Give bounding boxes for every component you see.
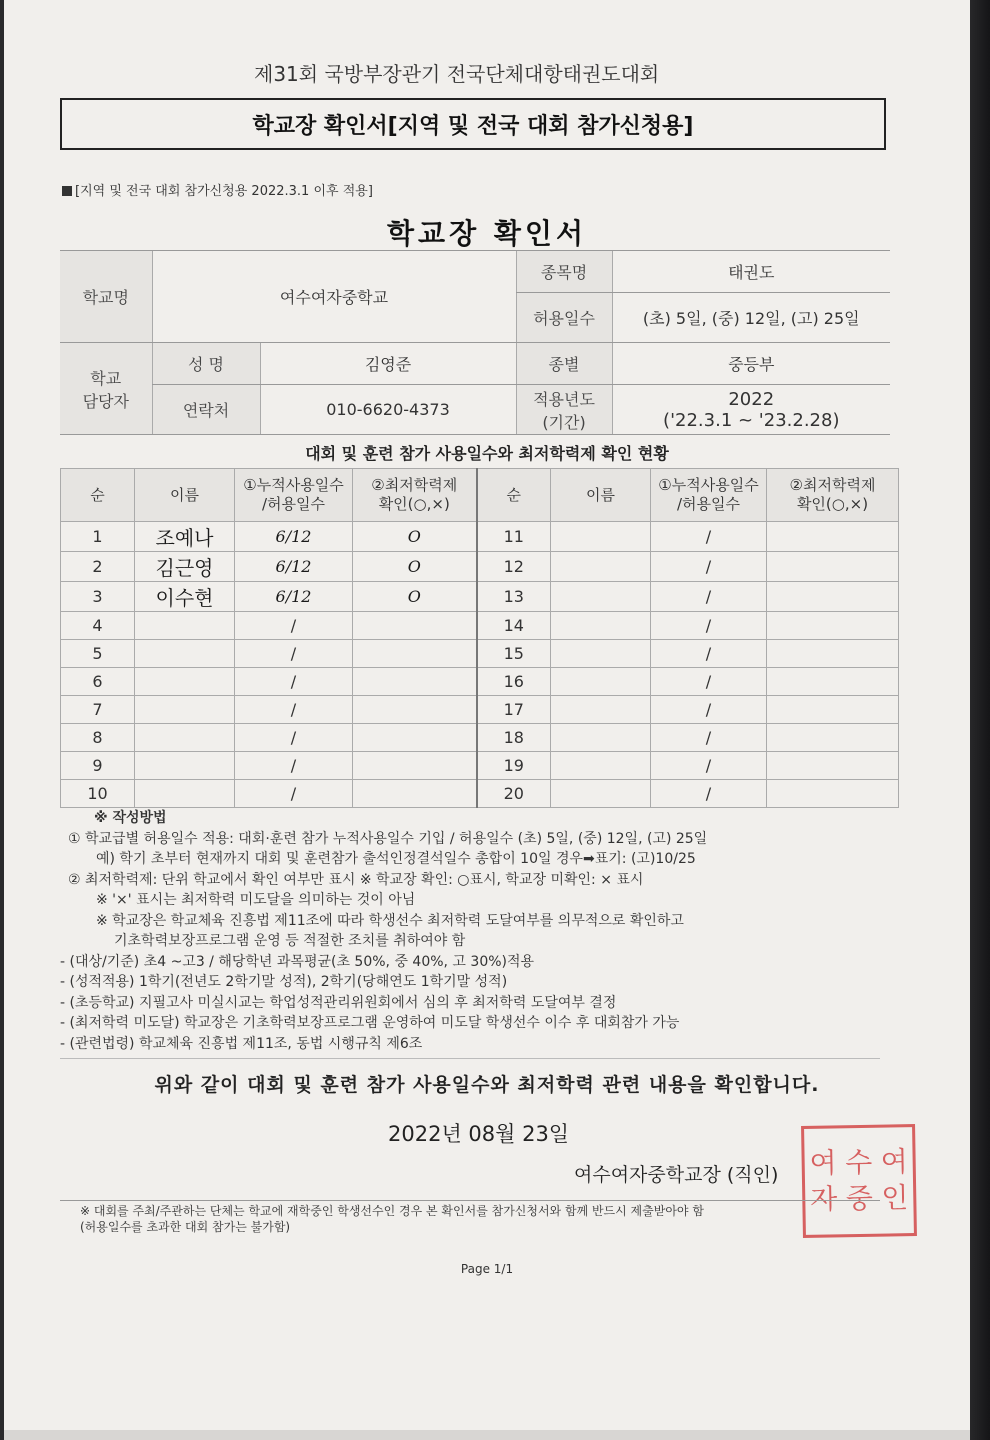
divider xyxy=(60,1200,880,1201)
row-days: / xyxy=(235,668,353,696)
col-days-left-l1: ①누적사용일수 xyxy=(243,476,344,494)
row-name xyxy=(551,612,651,640)
applicability-note xyxy=(62,180,373,199)
row-no: 8 xyxy=(61,724,135,752)
row-check xyxy=(767,612,899,640)
school-name-value: 여수여자중학교 xyxy=(152,251,516,343)
col-check-left-l2: 확인(○,×) xyxy=(378,495,450,513)
row-days: / xyxy=(235,696,353,724)
table-row xyxy=(61,552,899,582)
row-check xyxy=(767,752,899,780)
col-no-left: 순 xyxy=(61,469,135,522)
row-check: O xyxy=(353,552,477,582)
row-no: 5 xyxy=(61,640,135,668)
row-no: 6 xyxy=(61,668,135,696)
instruction-line: 기초학력보장프로그램 운영 등 적절한 조치를 취하여야 함 xyxy=(114,933,466,949)
seal-char: 인 xyxy=(881,1181,909,1215)
col-check-right-l2: 확인(○,×) xyxy=(796,495,869,513)
apply-year-label-line1: 적용년도 xyxy=(533,389,595,409)
manager-label-line1: 학교 xyxy=(90,368,122,388)
contact-value: 010-6620-4373 xyxy=(260,385,516,435)
row-name xyxy=(135,668,235,696)
row-days: / xyxy=(651,696,767,724)
instruction-line: - (최저학력 미도달) 학교장은 기초학력보장프로그램 운영하여 미도달 학생선수 이수 후 대회참가 가능 xyxy=(60,1015,680,1031)
col-days-left xyxy=(235,469,353,522)
allowed-days-value: (초) 5일, (중) 12일, (고) 25일 xyxy=(612,293,890,343)
row-days: / xyxy=(235,752,353,780)
instruction-line: ※ 학교장은 학교체육 진흥법 제11조에 따라 학생선수 최저학력 도달여부를 의무적으로 확인하고 xyxy=(96,912,684,929)
row-no: 17 xyxy=(477,696,551,724)
confirmation-statement: 위와 같이 대회 및 훈련 참가 사용일수와 최저학력 관련 내용을 확인합니다. xyxy=(154,1074,820,1096)
footnote-line: ※ 대회를 주최/주관하는 단체는 학교에 재학중인 학생선수인 경우 본 확인서를 참가신청서와 함께 반드시 제출받아야 함 xyxy=(80,1204,704,1218)
row-no: 9 xyxy=(61,752,135,780)
form-title-box: 학교장 확인서[지역 및 전국 대회 참가신청용] xyxy=(60,98,886,150)
school-seal-stamp xyxy=(801,1124,917,1238)
document-page xyxy=(4,0,970,1440)
seal-char: 중 xyxy=(845,1181,874,1216)
col-days-left-l2: /허용일수 xyxy=(261,495,325,513)
instructions xyxy=(60,808,708,1054)
table-row xyxy=(61,696,899,724)
row-check: O xyxy=(353,522,477,552)
row-name xyxy=(551,668,651,696)
col-days-right xyxy=(651,469,767,522)
row-check xyxy=(353,668,477,696)
row-days: / xyxy=(235,612,353,640)
divider xyxy=(60,1058,880,1059)
row-days: / xyxy=(651,552,767,582)
row-name: 김근영 xyxy=(135,552,235,582)
table-row xyxy=(61,752,899,780)
instruction-line: - (관련법령) 학교체육 진흥법 제11조, 동법 시행규칙 제6조 xyxy=(60,1035,423,1052)
page-number: Page 1/1 xyxy=(460,1262,514,1276)
row-no: 2 xyxy=(61,552,135,582)
instruction-line: 예) 학기 초부터 현재까지 대회 및 훈련참가 출석인정결석일수 총합이 10일 경우➡표기: (고)10/25 xyxy=(96,851,696,867)
seal-char: 여 xyxy=(809,1146,837,1180)
row-name xyxy=(135,724,235,752)
row-check xyxy=(767,582,899,612)
contact-label: 연락처 xyxy=(152,385,260,435)
row-days: 6/12 xyxy=(235,522,353,552)
row-days: / xyxy=(651,640,767,668)
row-check xyxy=(353,724,477,752)
row-days: / xyxy=(651,612,767,640)
row-days: / xyxy=(651,780,767,808)
row-no: 13 xyxy=(477,582,551,612)
footnote xyxy=(80,1203,704,1235)
row-name xyxy=(551,640,651,668)
row-check xyxy=(353,612,477,640)
row-no: 16 xyxy=(477,668,551,696)
row-name xyxy=(551,752,651,780)
table-row xyxy=(61,724,899,752)
instruction-line: ※ '×' 표시는 최저학력 미도달을 의미하는 것이 아님 xyxy=(96,892,416,908)
row-no: 12 xyxy=(477,552,551,582)
school-name-label: 학교명 xyxy=(60,251,152,343)
apply-year-label xyxy=(516,385,612,435)
seal-char: 수 xyxy=(844,1145,873,1180)
row-check xyxy=(353,640,477,668)
period-value: ('22.3.1 ~ '23.2.28) xyxy=(663,409,840,431)
event-label: 종목명 xyxy=(516,251,612,293)
row-check xyxy=(767,724,899,752)
row-days: / xyxy=(651,668,767,696)
row-check xyxy=(767,552,899,582)
applicability-text: [지역 및 전국 대회 참가신청용 2022.3.1 이후 적용] xyxy=(75,184,373,199)
col-check-right-l1: ②최저학력제 xyxy=(789,476,876,494)
row-name xyxy=(551,552,651,582)
row-name xyxy=(135,696,235,724)
row-no: 10 xyxy=(61,780,135,808)
row-check xyxy=(767,780,899,808)
row-check xyxy=(767,696,899,724)
instruction-line: - (성적적용) 1학기(전년도 2학기말 성적), 2학기(당해연도 1학기말 성적) xyxy=(60,974,508,990)
seal-char: 자 xyxy=(809,1182,838,1216)
row-no: 19 xyxy=(477,752,551,780)
row-no: 4 xyxy=(61,612,135,640)
row-days: / xyxy=(651,522,767,552)
col-days-right-l1: ①누적사용일수 xyxy=(658,476,759,494)
row-check xyxy=(353,696,477,724)
row-check xyxy=(767,522,899,552)
row-no: 1 xyxy=(61,522,135,552)
row-check xyxy=(353,752,477,780)
row-name xyxy=(551,696,651,724)
table-row xyxy=(61,668,899,696)
row-days: / xyxy=(651,582,767,612)
table-row xyxy=(61,640,899,668)
col-check-right xyxy=(767,469,899,522)
instruction-line: - (초등학교) 지필고사 미실시교는 학업성적관리위원회에서 심의 후 최저학력 도달여부 결정 xyxy=(60,994,617,1011)
row-no: 15 xyxy=(477,640,551,668)
row-days: / xyxy=(651,724,767,752)
apply-year-value xyxy=(612,385,890,435)
table-row xyxy=(61,582,899,612)
issue-date: 2022년 08월 23일 xyxy=(388,1122,570,1146)
table-row xyxy=(61,780,899,808)
main-title: 학교장 확인서 xyxy=(386,217,588,250)
row-no: 20 xyxy=(477,780,551,808)
row-days: / xyxy=(651,752,767,780)
paper-edge xyxy=(4,1430,970,1440)
row-no: 3 xyxy=(61,582,135,612)
row-days: / xyxy=(235,724,353,752)
allowed-days-label: 허용일수 xyxy=(516,293,612,343)
status-table xyxy=(60,468,899,808)
instruction-line: - (대상/기준) 초4 ~고3 / 해당학년 과목평균(초 50%, 중 40%, 고 30%)적용 xyxy=(60,953,535,970)
col-days-right-l2: /허용일수 xyxy=(676,495,740,513)
row-days: 6/12 xyxy=(235,552,353,582)
row-name xyxy=(551,780,651,808)
info-table xyxy=(60,250,890,435)
row-name xyxy=(551,582,651,612)
instructions-heading: ※ 작성방법 xyxy=(94,810,167,826)
division-label: 종별 xyxy=(516,343,612,385)
instruction-line: ① 학교급별 허용일수 적용: 대회·훈련 참가 누적사용일수 기입 / 허용일수 (초) 5일, (중) 12일, (고) 25일 xyxy=(68,830,708,847)
section-title: 대회 및 훈련 참가 사용일수와 최저학력제 확인 현황 xyxy=(305,444,669,463)
row-no: 18 xyxy=(477,724,551,752)
principal-signature: 여수여자중학교장 (직인) xyxy=(574,1164,779,1186)
row-no: 7 xyxy=(61,696,135,724)
division-value: 중등부 xyxy=(612,343,890,385)
row-check xyxy=(767,640,899,668)
apply-year-label-line2: (기간) xyxy=(542,412,586,432)
row-name xyxy=(551,522,651,552)
row-name xyxy=(135,752,235,780)
col-check-left xyxy=(353,469,477,522)
row-days: 6/12 xyxy=(235,582,353,612)
manager-label-line2: 담당자 xyxy=(82,391,129,411)
row-check: O xyxy=(353,582,477,612)
row-days: / xyxy=(235,640,353,668)
row-name xyxy=(135,640,235,668)
row-check xyxy=(767,668,899,696)
table-row xyxy=(61,612,899,640)
col-no-right: 순 xyxy=(477,469,551,522)
name-value: 김영준 xyxy=(260,343,516,385)
instruction-line: ② 최저학력제: 단위 학교에서 확인 여부만 표시 ※ 학교장 확인: ○표시, 학교장 미확인: × 표시 xyxy=(68,871,644,888)
year-value: 2022 xyxy=(728,388,775,410)
seal-char: 여 xyxy=(880,1145,909,1179)
square-bullet-icon xyxy=(62,186,72,196)
row-check xyxy=(353,780,477,808)
table-row xyxy=(61,522,899,552)
col-name-right: 이름 xyxy=(551,469,651,522)
footnote-line: (허용일수를 초과한 대회 참가는 불가함) xyxy=(80,1220,291,1234)
name-label: 성 명 xyxy=(152,343,260,385)
event-value: 태권도 xyxy=(612,251,890,293)
row-days: / xyxy=(235,780,353,808)
row-name xyxy=(135,612,235,640)
row-name: 이수현 xyxy=(135,582,235,612)
row-no: 11 xyxy=(477,522,551,552)
row-name: 조예나 xyxy=(135,522,235,552)
col-check-left-l1: ②최저학력제 xyxy=(371,476,458,494)
col-name-left: 이름 xyxy=(135,469,235,522)
row-name xyxy=(551,724,651,752)
competition-title: 제31회 국방부장관기 전국단체대항태권도대회 xyxy=(254,62,660,86)
manager-label xyxy=(60,343,152,435)
row-name xyxy=(135,780,235,808)
row-no: 14 xyxy=(477,612,551,640)
